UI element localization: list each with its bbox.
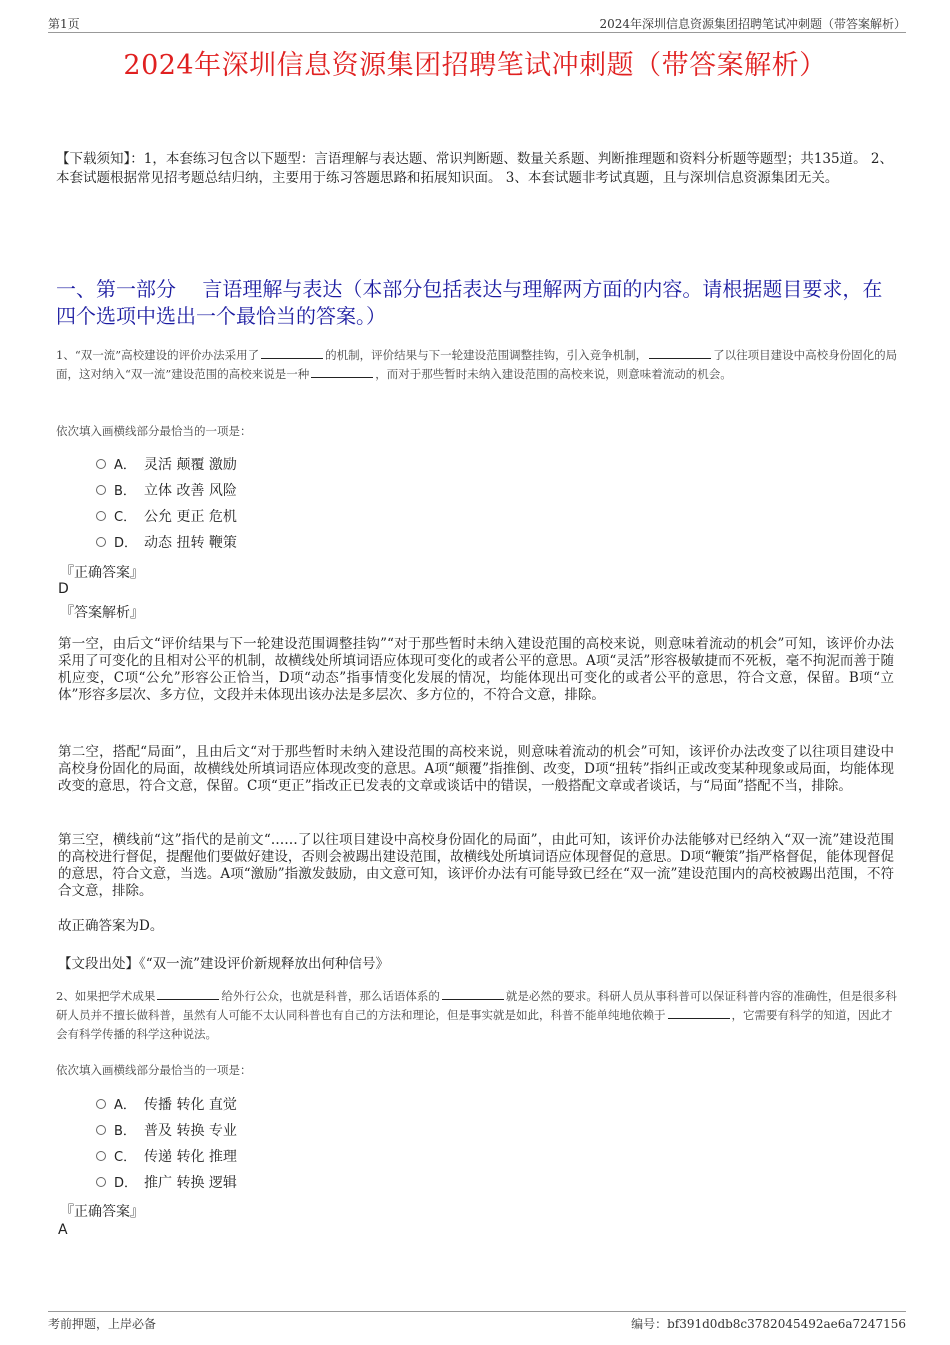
passage-source: 【文段出处】《“双一流”建设评价新规释放出何种信号》 [58, 956, 390, 972]
option-a[interactable]: A． 灵活 颠覆 激励 [96, 452, 237, 478]
radio-icon[interactable] [96, 485, 106, 495]
fill-blank [649, 347, 711, 359]
analysis-paragraph-2: 第二空，搭配“局面”，且由后文“对于那些暂时未纳入建设范围的高校来说，则意味着流动的机会”可知，该评价办法改变了以往项目建设中高校身份固化的局面，故横线处所填词语应体现改变的意思。A项“颠覆”指推倒、改变，D项“扭转”指纠正或改变某种现象或局面，均能体现改变的意思，符合文意，保留。C项“更正”指改正已发表的文章或谈话中的错误，一般搭配文章或者谈话，与“局面”搭配不当，排除。 [58, 744, 894, 794]
fill-blank [157, 988, 219, 1000]
page-number: 第1页 [48, 17, 80, 31]
question-1-instruction: 依次填入画横线部分最恰当的一项是： [56, 424, 252, 438]
analysis-paragraph-3: 第三空，横线前“这”指代的是前文“……了以往项目建设中高校身份固化的局面”，由此可知，该评价办法能够对已经纳入“双一流”建设范围的高校进行督促，提醒他们要做好建设，否则会被踢出建设范围，故横线处所填词语应体现督促的意思。D项“鞭策”指严格督促，能体现督促的意思，符合文意，当选。A项“激励”指激发鼓励，由文意可知，该评价办法有可能导致已经在“双一流”建设范围内的高校被踢出范围，不符合文意，排除。 [58, 832, 894, 899]
analysis-paragraph-1: 第一空，由后文“评价结果与下一轮建设范围调整挂钩”“对于那些暂时未纳入建设范围的高校来说，则意味着流动的机会”可知，该评价办法采用了可变化的且相对公平的机制，故横线处所填词语应体现可变化的或者公平的意思。A项“灵活”形容极敏捷而不死板，毫不拘泥而善于随机应变，C项“公允”形容公正恰当，D项“动态”指事情变化发展的情况，均能体现出可变化的或者公平的意思，符合文意，保留。B项“立体”形容多层次、多方位，文段并未体现出该办法是多层次、多方位的，不符合文意，排除。 [58, 636, 894, 703]
correct-answer: A [58, 1222, 68, 1238]
radio-icon[interactable] [96, 1177, 106, 1187]
header-doc-title: 2024年深圳信息资源集团招聘笔试冲刺题（带答案解析） [599, 17, 906, 31]
option-c[interactable]: C． 传递 转化 推理 [96, 1144, 237, 1170]
document-title: 2024年深圳信息资源集团招聘笔试冲刺题（带答案解析） [123, 50, 827, 81]
page-footer [48, 1311, 906, 1334]
fill-blank [668, 1007, 730, 1019]
radio-icon[interactable] [96, 1151, 106, 1161]
fill-blank [311, 366, 373, 378]
option-a[interactable]: A． 传播 转化 直觉 [96, 1092, 237, 1118]
question-2-stem: 2、如果把学术成果 给外行公众，也就是科普，那么话语体系的 就是必然的要求。科研人员从事科普可以保证科普内容的准确性，但是很多科研人员并不擅长做科普，虽然有人可能不太认同科普也有自己的方法和理论，但是事实就是如此，科普不能单纯地依赖于 ，它需要有科学的知道，因此才会有科学传播的科学这种说法。 [56, 989, 897, 1041]
question-2-options [96, 1092, 237, 1196]
analysis-conclusion: 故正确答案为D。 [58, 918, 164, 934]
answer-label: 『正确答案』 [60, 1204, 144, 1220]
correct-answer: D [58, 581, 69, 597]
option-d[interactable]: D． 推广 转换 逻辑 [96, 1170, 237, 1196]
question-2-instruction: 依次填入画横线部分最恰当的一项是： [56, 1063, 252, 1077]
option-c[interactable]: C． 公允 更正 危机 [96, 504, 237, 530]
radio-icon[interactable] [96, 1099, 106, 1109]
option-d[interactable]: D． 动态 扭转 鞭策 [96, 530, 237, 556]
radio-icon[interactable] [96, 537, 106, 547]
fill-blank [442, 988, 504, 1000]
question-1-options [96, 452, 237, 556]
document-id: 编号：bf391d0db8c3782045492ae6a7247156 [631, 1317, 906, 1331]
section-heading: 一、第一部分 言语理解与表达（本部分包括表达与理解两方面的内容。请根据题目要求，在四个选项中选出一个最恰当的答案。） [56, 277, 883, 328]
answer-label: 『正确答案』 [60, 565, 144, 581]
option-b[interactable]: B． 普及 转换 专业 [96, 1118, 237, 1144]
fill-blank [261, 347, 323, 359]
question-1-stem: 1、“双一流”高校建设的评价办法采用了 的机制，评价结果与下一轮建设范围调整挂钩，引入竞争机制， 了以往项目建设中高校身份固化的局面，这对纳入“双一流”建设范围的高校来说是一种 ，而对于那些暂时未纳入建设范围的高校来说，则意味着流动的机会。 [56, 348, 898, 381]
page-header [48, 14, 906, 33]
footer-slogan: 考前押题，上岸必备 [48, 1317, 157, 1331]
download-notice: 【下载须知】：1，本套练习包含以下题型：言语理解与表达题、常识判断题、数量关系题、判断推理题和资料分析题等题型；共135道。 2、本套试题根据常见招考题总结归纳，主要用于练习答题思路和拓展知识面。 3、本套试题非考试真题，且与深圳信息资源集团无关。 [56, 151, 893, 186]
radio-icon[interactable] [96, 459, 106, 469]
analysis-label: 『答案解析』 [60, 605, 144, 621]
option-b[interactable]: B． 立体 改善 风险 [96, 478, 237, 504]
radio-icon[interactable] [96, 511, 106, 521]
radio-icon[interactable] [96, 1125, 106, 1135]
